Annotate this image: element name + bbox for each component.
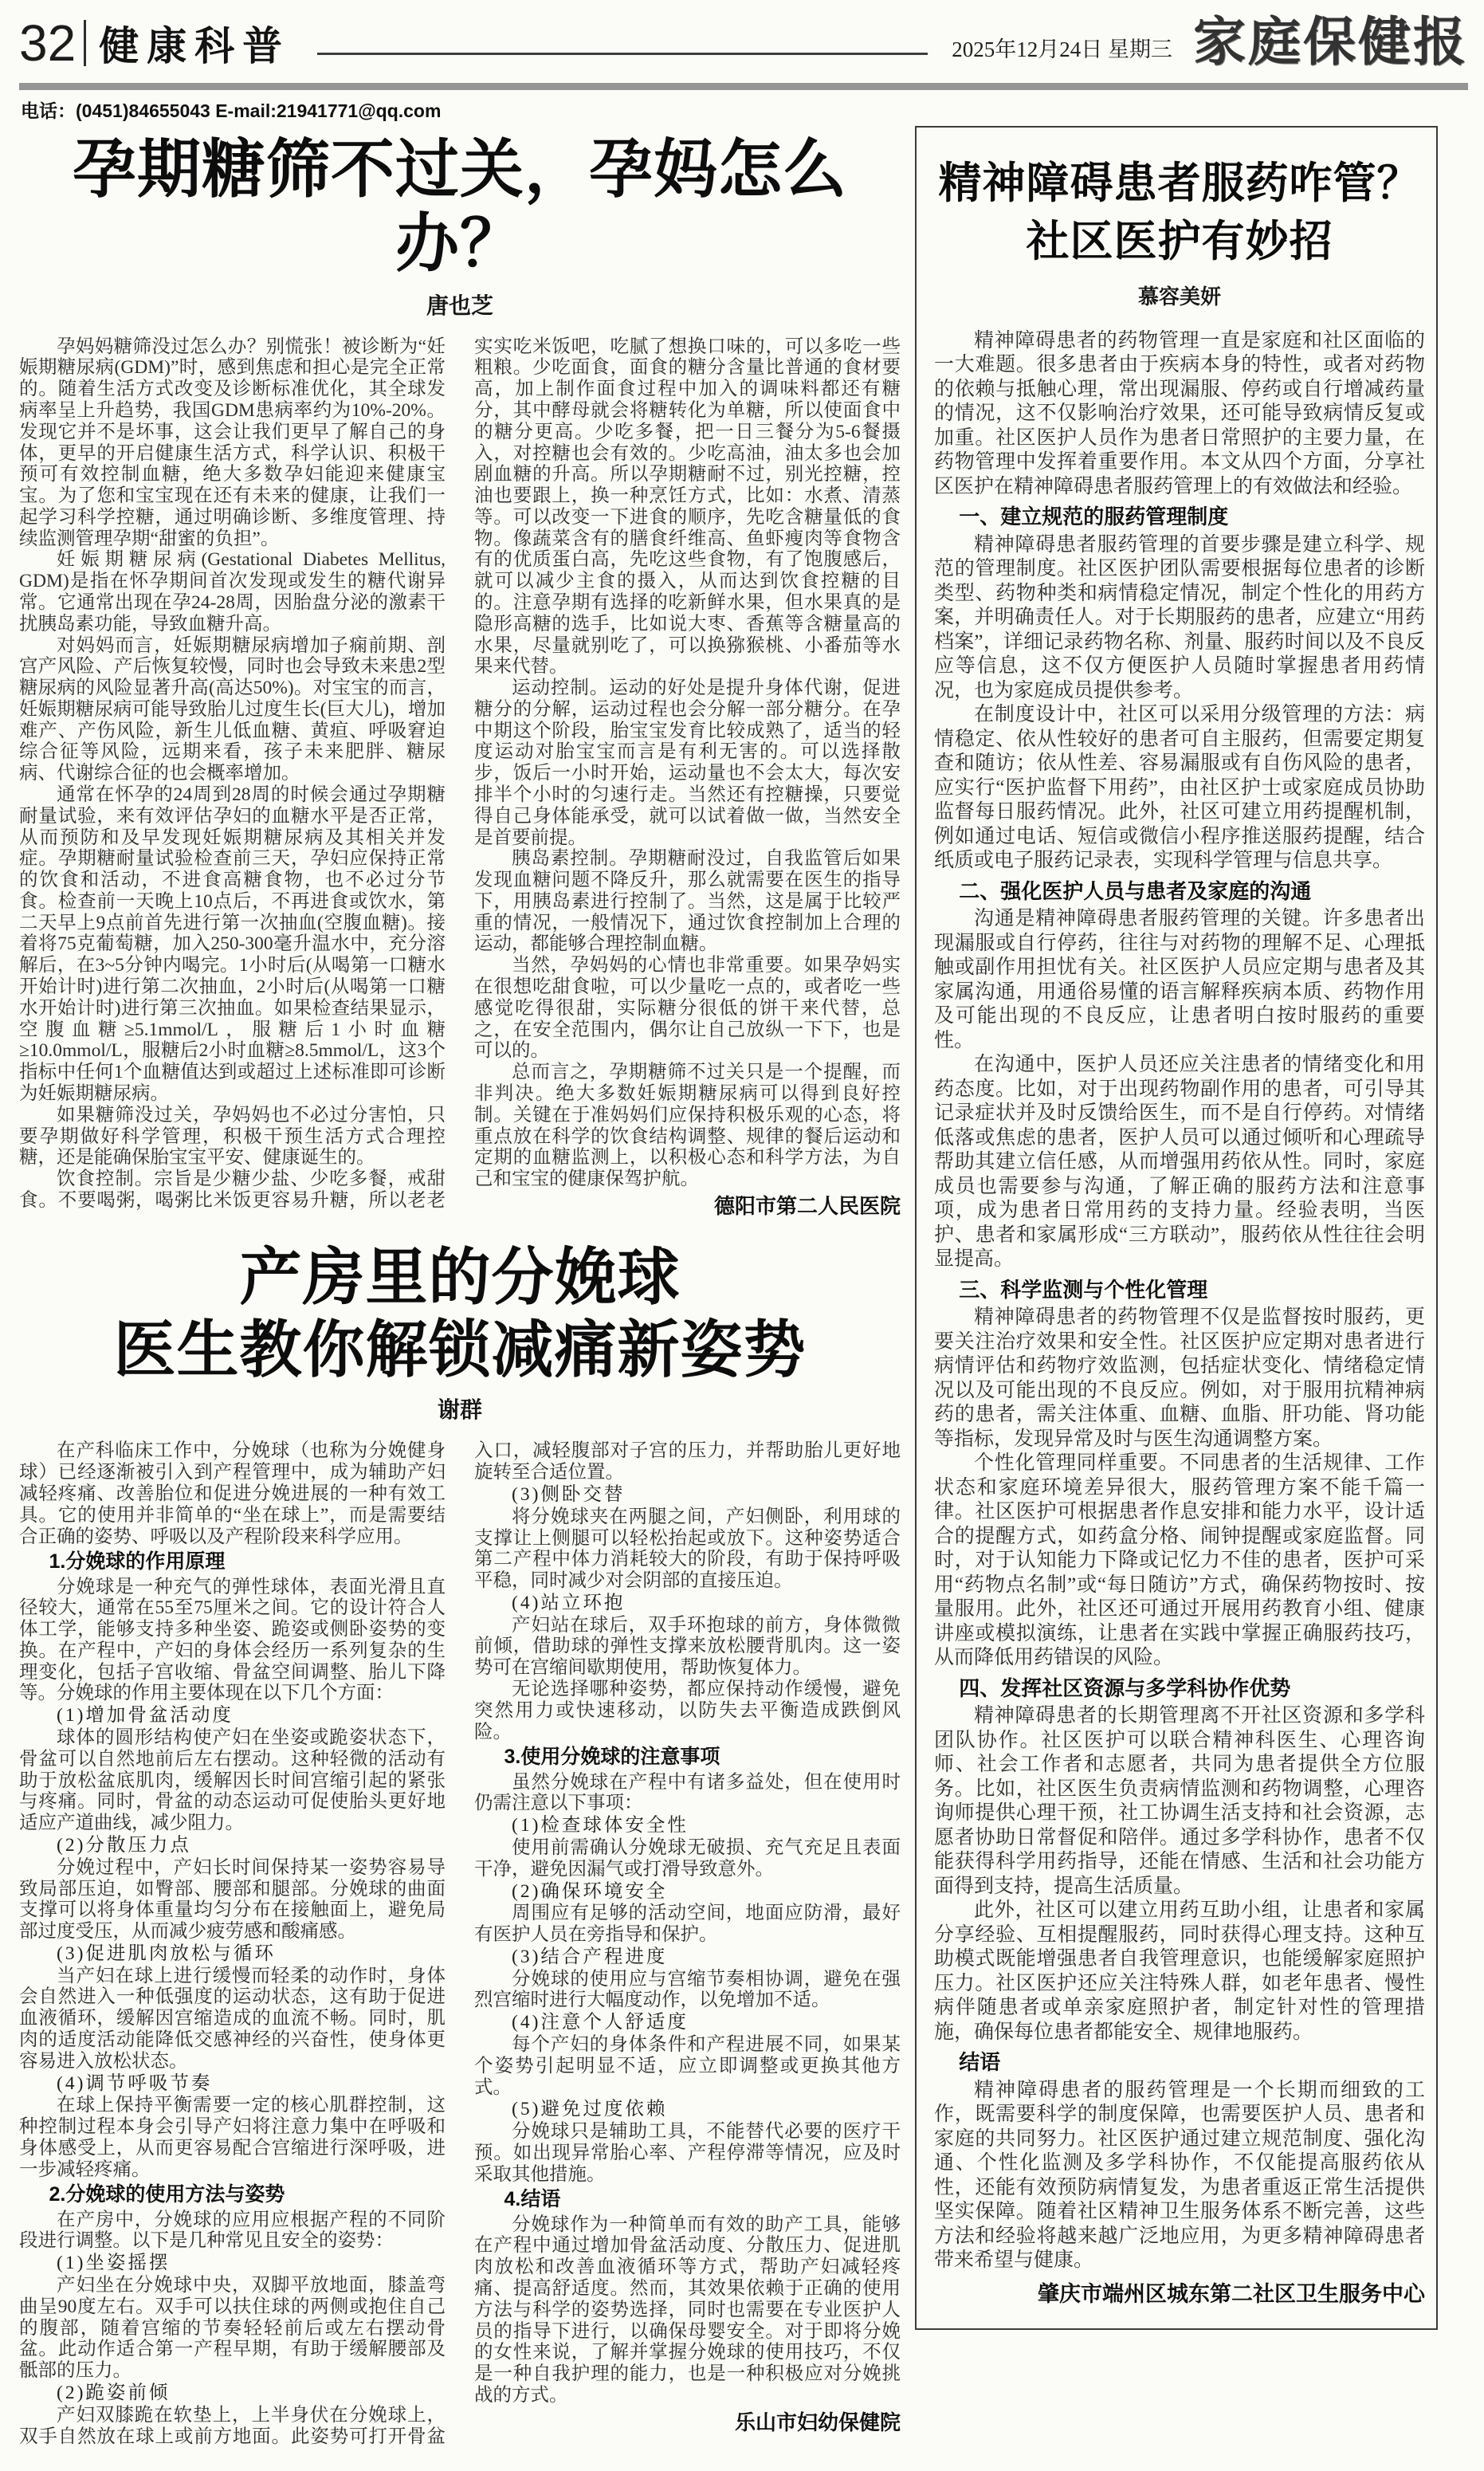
paragraph: 产妇站在球后，双手环抱球的前方，身体微微前倾，借助球的弹性支撑来放松腰背肌肉。这一姿势可在宫缩间歇期使用，帮助恢复体力。 xyxy=(474,1614,901,1679)
paragraph: 产妇双膝跪在软垫上，上半身伏在分娩球上，双手自然放在球上或前方地面。此姿势可打开骨盆入口，减轻腹部对子宫的压力，并帮助胎儿更好地旋转至合适位置。 xyxy=(19,1440,901,2447)
sub-heading: (4)注意个人舒适度 xyxy=(512,2012,689,2033)
paragraph: 对妈妈而言，妊娠期糖尿病增加子痫前期、剖宫产风险、产后恢复较慢，同时也会导致未来患2型糖尿病的风险显著升高(高达50%)。对宝宝的而言，妊娠期糖尿病可能导致胎儿过度生长(巨大儿)，增加难产、产伤风险，新生儿低血糖、黄疸、呼吸窘迫综合征等风险，远期来看，孩子未来肥胖、糖尿病、代谢综合征的也会概率增加。 xyxy=(19,634,446,784)
paragraph: 精神障碍患者的药物管理一直是家庭和社区面临的一大难题。很多患者由于疾病本身的特性，或者对药物的依赖与抵触心理，常出现漏服、停药或自行增减药量的情况，这不仅影响治疗效果，还可能导致病情反复或加重。社区医护人员作为患者日常照护的主要力量，在药物管理中发挥着重要作用。本文从四个方面，分享社区医护在精神障碍患者服药管理上的有效做法和经验。 xyxy=(934,329,1425,497)
paragraph: 沟通是精神障碍患者服药管理的关键。许多患者出现漏服或自行停药，往往与对药物的理解不足、心理抵触或副作用担忧有关。社区医护人员应定期与患者及其家属沟通，用通俗易懂的语言解释疾病本质、药物作用及可能出现的不良反应，让患者明白按时服药的重要性。 xyxy=(934,908,1425,1051)
section-heading: 二、强化医护人员与患者及家庭的沟通 xyxy=(959,878,1312,903)
sub-heading: (2)跪姿前倾 xyxy=(57,2382,171,2403)
article-title-line2: 社区医护有妙招 xyxy=(1026,217,1333,265)
sub-heading: (1)增加骨盆活动度 xyxy=(57,1705,234,1727)
header-thick-rule xyxy=(19,83,1468,90)
page-number: 32 xyxy=(19,14,77,72)
contact-line: 电话：(0451)84655043 E-mail:21941771@qq.com xyxy=(21,100,442,121)
section-name: 健康科普 xyxy=(99,24,291,69)
paragraph: 分娩球只是辅助工具，不能替代必要的医疗干预。如出现异常胎心率、产程停滞等情况，应及时采取其他措施。 xyxy=(474,2121,901,2185)
sub-heading: (4)站立环抱 xyxy=(512,1592,626,1613)
paragraph: 在制度设计中，社区可以采用分级管理的方法：病情稳定、依从性较好的患者可自主服药，但需要定期复查和随访；依从性差、容易漏服或有自伤风险的患者，应实行“医护监督下用药”，由社区护士或家庭成员协助监督每日服药情况。此外，社区可建立用药提醒机制，例如通过电话、短信或微信小程序推送服药提醒，结合纸质或电子服药记录表，实现科学管理与信息共享。 xyxy=(934,704,1425,872)
paragraph: 球体的圆形结构使产妇在坐姿或跪姿状态下，骨盆可以自然地前后左右摆动。这种轻微的活动有助于放松盆底肌肉，缓解因长时间宫缩引起的紧张与疼痛。同时，骨盆的动态运动可促使胎头更好地适应产道曲线，减少阻力。 xyxy=(19,1727,446,1834)
sub-heading: (2)分散压力点 xyxy=(57,1834,191,1856)
paragraph: 当然，孕妈妈的心情也非常重要。如果孕妈实在很想吃甜食啦，可以少量吃一点的，或者吃一些感觉吃得很甜，实际糖分很低的饼干来代替，总之，在安全范围内，偶尔让自己放纵一下下，也是可以的。 xyxy=(474,955,901,1062)
issue-date: 2025年12月24日 星期三 xyxy=(952,37,1172,61)
paragraph: 当产妇在球上进行缓慢而轻柔的动作时，身体会自然进入一种低强度的运动状态，这有助于促进血液循环，缓解因宫缩造成的血流不畅。同时，肌肉的适度活动能降低交感神经的兴奋性，使身体更容易进入放松状态。 xyxy=(19,1965,446,2072)
paragraph: 将分娩球夹在两腿之间，产妇侧卧，利用球的支撑让上侧腿可以轻松抬起或放下。这种姿势适合第二产程中体力消耗较大的阶段，有助于保持呼吸平稳，同时减少对会阴部的直接压迫。 xyxy=(474,1506,901,1592)
paragraph: 分娩球作为一种简单而有效的助产工具，能够在产程中通过增加骨盆活动度、分散压力、促进肌肉放松和改善血液循环等方式，帮助产妇减轻疼痛、提高舒适度。然而，其效果依赖于正确的使用方法与科学的姿势选择，同时也需要在专业医护人员的指导下进行，以确保母婴安全。对于即将分娩的女性来说，了解并掌握分娩球的使用技巧，不仅是一种自我护理的能力，也是一种积极应对分娩挑战的方式。 xyxy=(474,2214,901,2406)
article-birth-ball xyxy=(19,1242,901,2447)
paragraph: 每个产妇的身体条件和产程进展不同，如果某个姿势引起明显不适，应立即调整或更换其他方式。 xyxy=(474,2033,901,2098)
paragraph: 妊娠期糖尿病(Gestational Diabetes Mellitus, GDM)是指在怀孕期间首次发现或发生的糖代谢异常。它通常出现在孕24-28周，因胎盘分泌的激素干扰胰岛素功能，导致血糖升高。 xyxy=(19,549,446,634)
paragraph: 精神障碍患者服药管理的首要步骤是建立科学、规范的管理制度。社区医护团队需要根据每位患者的诊断类型、药物种类和病情稳定情况，制定个性化的用药方案，并明确责任人。对于长期服药的患者，应建立“用药档案”，详细记录药物名称、剂量、服药时间以及不良反应等信息，这不仅方便医护人员随时掌握患者用药情况，也为家庭成员提供参考。 xyxy=(934,533,1425,701)
paragraph: 在沟通中，医护人员还应关注患者的情绪变化和用药态度。比如，对于出现药物副作用的患者，可引导其记录症状并及时反馈给医生，而不是自行停药。对情绪低落或焦虑的患者，医护人员可以通过倾听和心理疏导帮助其建立信任感，从而增强用药依从性。同时，家庭成员也需要参与沟通，了解正确的服药方法和注意事项，成为患者日常用药的支持力量。经验表明，当医护、患者和家属形成“三方联动”，服药依从性往往会明显提高。 xyxy=(934,1054,1425,1271)
paragraph: 分娩球是一种充气的弹性球体，表面光滑且直径较大，通常在55至75厘米之间。它的设计符合人体工学，能够支持多种坐姿、跪姿或侧卧姿势的变换。在产程中，产妇的身体会经历一系列复杂的生理变化，包括子宫收缩、骨盆空间调整、胎儿下降等。分娩球的作用主要体现在以下几个方面： xyxy=(19,1576,446,1704)
signature: 肇庆市端州区城东第二社区卫生服务中心 xyxy=(1038,2281,1425,2306)
article-title xyxy=(19,1242,901,1386)
header-rule xyxy=(317,53,928,55)
article-title: 孕期糖筛不过关，孕妈怎么办？ xyxy=(73,136,847,280)
newspaper-masthead: 家庭保健报 xyxy=(1193,14,1468,72)
paragraph: 精神障碍患者的药物管理不仅是监督按时服药，更要关注治疗效果和安全性。社区医护应定期对患者进行病情评估和药物疗效监测，包括症状变化、情绪稳定情况以及可能出现的不良反应。例如，对于服用抗精神病药的患者，需关注体重、血糖、血脂、肝功能、肾功能等指标，发现异常及时与医生沟通调整方案。 xyxy=(934,1306,1425,1450)
article-medication-management-box xyxy=(915,126,1438,2330)
page-number-divider xyxy=(84,20,86,66)
page-body xyxy=(0,126,1484,2471)
paragraph: 饮食控制。宗旨是少糖少盐、少吃多餐，戒甜食。不要喝粥，喝粥比米饭更容易升糖，所以老老实实吃米饭吧，吃腻了想换口味的，可以多吃一些粗粮。少吃面食，面食的糖分含量比普通的食材要高，加上制作面食过程中加入的调味料都还有糖分，其中酵母就会将糖转化为单糖，所以使面食中的糖分更高。少吃多餐，把一日三餐分为5-6餐摄入，对控糖也会有效的。少吃高油，油太多也会加剧血糖的升高。所以孕期糖耐不过，别光控糖，控油也要跟上，换一种烹饪方式，比如：水煮、清蒸等。可以改变一下进食的顺序，先吃含糖量低的食物。像蔬菜含有的膳食纤维高、鱼虾瘦肉等食物含有的优质蛋白高，先吃这些食物，有了饱腹感后，就可以减少主食的摄入，从而达到饮食控糖的目的。注意孕期有选择的吃新鲜水果，但水果真的是隐形高糖的选手，比如说大枣、香蕉等含糖量高的水果，尽量就别吃了，可以换猕猴桃、小番茄等水果来代替。 xyxy=(19,336,901,1211)
section-heading: 一、建立规范的服药管理制度 xyxy=(959,505,1229,529)
page-header xyxy=(0,0,1484,126)
paragraph: 个性化管理同样重要。不同患者的生活规律、工作状态和家庭环境差异很大，服药管理方案不能千篇一律。社区医护可根据患者作息安排和能力水平，设计适合的提醒方式，如药盒分格、闹钟提醒或家庭监督。同时，对于认知能力下降或记忆力不佳的患者，医护可采用“药物点名制”或“每日随访”方式，确保药物按时、按量服用。此外，社区还可通过开展用药教育小组、健康讲座或模拟演练，让患者在实践中掌握正确服药技巧，从而降低用药错误的风险。 xyxy=(934,1452,1425,1669)
paragraph: 使用前需确认分娩球无破损、充气充足且表面干净，避免因漏气或打滑导致意外。 xyxy=(474,1837,901,1880)
article-text-columns xyxy=(19,1440,901,2447)
paragraph: 总而言之，孕期糖筛不过关只是一个提醒，而非判决。绝大多数妊娠期糖尿病可以得到良好控制。关键在于准妈妈们应保持积极乐观的心态，将重点放在科学的饮食结构调整、规律的餐后运动和定期的血糖监测上，以积极心态和科学方法，为自己和宝宝的健康保驾护航。 xyxy=(474,1062,901,1190)
paragraph: 在球上保持平衡需要一定的核心肌群控制，这种控制过程本身会引导产妇将注意力集中在呼吸和身体感受上，从而更容易配合宫缩进行深呼吸，进一步减轻疼痛。 xyxy=(19,2095,446,2180)
paragraph: 虽然分娩球在产程中有诸多益处，但在使用时仍需注意以下事项： xyxy=(474,1771,901,1814)
sub-heading: (5)避免过度依赖 xyxy=(512,2099,668,2120)
article-author: 唐也芝 xyxy=(426,293,493,319)
article-title-line1: 精神障碍患者服药咋管？ xyxy=(938,159,1421,207)
section-heading: 四、发挥社区资源与多学科协作优势 xyxy=(959,1675,1291,1700)
sub-heading: (3)结合产程进度 xyxy=(512,1946,668,1967)
paragraph: 在产房中，分娩球的应用应根据产程的不同阶段进行调整。以下是几种常见且安全的姿势： xyxy=(19,2209,446,2252)
left-column-region xyxy=(19,126,901,2447)
paragraph: 在产科临床工作中，分娩球（也称为分娩健身球）已经逐渐被引入到产程管理中，成为辅助产妇减轻疼痛、改善胎位和促进分娩进展的一种有效工具。它的使用并非简单的“坐在球上”，而是需要结合正确的姿势、呼吸以及产程阶段来科学应用。 xyxy=(19,1440,446,1547)
paragraph: 周围应有足够的活动空间，地面应防滑，最好有医护人员在旁指导和保护。 xyxy=(474,1903,901,1946)
paragraph: 精神障碍患者的服药管理是一个长期而细致的工作，既需要科学的制度保障，也需要医护人员、患者和家庭的共同努力。社区医护通过建立规范制度、强化沟通、个性化监测及多学科协作，不仅能提高服药依从性，还能有效预防病情复发，为患者重返正常生活提供坚实保障。随着社区精神卫生服务体系不断完善，这些方法和经验将越来越广泛地应用，为更多精神障碍患者带来希望与健康。 xyxy=(934,2079,1425,2272)
paragraph: 无论选择哪种姿势，都应保持动作缓慢，避免突然用力或快速移动，以防失去平衡造成跌倒风险。 xyxy=(474,1679,901,1742)
section-heading: 3.使用分娩球的注意事项 xyxy=(504,1746,720,1769)
sub-heading: (1)检查球体安全性 xyxy=(512,1815,689,1837)
signature: 德阳市第二人民医院 xyxy=(713,1193,901,1218)
section-heading: 2.分娩球的使用方法与姿势 xyxy=(49,2183,285,2206)
article-text-columns xyxy=(19,336,901,1219)
signature: 乐山市妇幼保健院 xyxy=(734,2410,901,2434)
sub-heading: (4)调节呼吸节奏 xyxy=(57,2072,213,2094)
sub-heading: (3)促进肌肉放松与循环 xyxy=(57,1943,276,1964)
article-title-line1: 产房里的分娩球 xyxy=(239,1243,681,1313)
paragraph: 孕妈妈糖筛没过怎么办？别慌张！被诊断为“妊娠期糖尿病(GDM)”时，感到焦虑和担心是完全正常的。随着生活方式改变及诊断标准优化，其全球发病率呈上升趋势，我国GDM患病率约为10%-20%。发现它并不是坏事，这会让我们更早了解自己的身体，更早的开启健康生活方式，科学认识、积极干预可有效控制血糖，绝大多数孕妇能迎来健康宝宝。为了您和宝宝现在还有未来的健康，让我们一起学习科学控糖，通过明确诊断、多维度管理、持续监测管理孕期“甜蜜的负担”。 xyxy=(19,336,446,549)
article-author: 慕容美妍 xyxy=(1137,285,1221,308)
section-heading: 三、科学监测与个性化管理 xyxy=(959,1277,1208,1302)
paragraph: 胰岛素控制。孕期糖耐没过，自我监管后如果发现血糖问题不降反升，那么就需要在医生的指导下，用胰岛素进行控制了。当然，这是属于比较严重的情况，一般情况下，通过饮食控制加上合理的运动，都能够合理控制血糖。 xyxy=(474,848,901,955)
article-author: 谢群 xyxy=(437,1398,482,1424)
paragraph: 精神障碍患者的长期管理离不开社区资源和多学科团队协作。社区医护可以联合精神科医生、心理咨询师、社会工作者和志愿者，共同为患者提供全方位服务。比如，社区医生负责病情监测和药物调整，心理咨询师提供心理干预，社工协调生活支持和社会资源，志愿者协助日常督促和陪伴。通过多学科协作，患者不仅能获得科学用药指导，还能在情感、生活和社会功能方面得到支持，提高生活质量。 xyxy=(934,1705,1425,1897)
sub-heading: (3)侧卧交替 xyxy=(512,1483,626,1505)
section-heading: 结语 xyxy=(959,2050,1001,2075)
sub-heading: (2)确保环境安全 xyxy=(512,1880,668,1902)
sub-heading: (1)坐姿摇摆 xyxy=(57,2253,171,2274)
paragraph: 通常在怀孕的24周到28周的时候会通过孕期糖耐量试验，来有效评估孕妇的血糖水平是否正常，从而预防和及早发现妊娠期糖尿病及其相关并发症。孕期糖耐量试验检查前三天，孕妇应保持正常的饮食和活动，不进食高糖食物，也不必过分节食。检查前一天晚上10点后，不再进食或饮水，第二天早上9点前首先进行第一次抽血(空腹血糖)。接着将75克葡萄糖，加入250-300毫升温水中，充分溶解后，在3~5分钟内喝完。1小时后(从喝第一口糖水开始计时)进行第二次抽血，2小时后(从喝第一口糖水开始计时)进行第三次抽血。如果检查结果显示，空腹血糖≥5.1mmol/L，服糖后1小时血糖≥10.0mmol/L，服糖后2小时血糖≥8.5mmol/L，这3个指标中任何1个血糖值达到或超过上述标准即可诊断为妊娠期糖尿病。 xyxy=(19,784,446,1104)
paragraph: 产妇坐在分娩球中央，双脚平放地面，膝盖弯曲呈90度左右。双手可以扶住球的两侧或抱住自己的腹部，随着宫缩的节奏轻轻前后或左右摆动骨盆。此动作适合第一产程早期，有助于缓解腰部及骶部的压力。 xyxy=(19,2275,446,2382)
article-pregnancy-glucose xyxy=(19,134,901,1218)
paragraph: 此外，社区可以建立用药互助小组，让患者和家属分享经验、互相提醒服药，同时获得心理支持。这种互助模式既能增强患者自我管理意识，也能缓解家庭照护压力。社区医护还应关注特殊人群，如老年患者、慢性病伴随患者或单亲家庭照护者，制定针对性的管理措施，确保每位患者都能安全、规律地服药。 xyxy=(934,1899,1425,2043)
header-row xyxy=(19,8,1468,78)
paragraph: 如果糖筛没过关，孕妈妈也不必过分害怕，只要孕期做好科学管理，积极干预生活方式合理控糖，还是能确保胎宝宝平安、健康诞生的。 xyxy=(19,1104,446,1169)
article-title xyxy=(934,155,1425,271)
paragraph: 分娩过程中，产妇长时间保持某一姿势容易导致局部压迫，如臀部、腰部和腿部。分娩球的曲面支撑可以将身体重量均匀分布在接触面上，避免局部过度受压，从而减少疲劳感和酸痛感。 xyxy=(19,1856,446,1943)
article-title-line2: 医生教你解锁减痛新姿势 xyxy=(113,1314,807,1385)
article-text xyxy=(934,329,1425,2308)
section-heading: 1.分娩球的作用原理 xyxy=(49,1550,226,1573)
section-heading: 4.结语 xyxy=(504,2188,561,2211)
paragraph: 分娩球的使用应与宫缩节奏相协调，避免在强烈宫缩时进行大幅度动作，以免增加不适。 xyxy=(474,1968,901,2011)
paragraph: 运动控制。运动的好处是提升身体代谢，促进糖分的分解，运动过程也会分解一部分糖分。在孕中期这个阶段，胎宝宝发育比较成熟了，适当的轻度运动对胎宝宝而言是有利无害的。可以选择散步，饭后一小时开始，运动量也不会太大，每次安排半个小时的匀速行走。当然还有控糖操，只要觉得自己身体能承受，就可以试着做一做，当然安全是首要前提。 xyxy=(474,678,901,848)
